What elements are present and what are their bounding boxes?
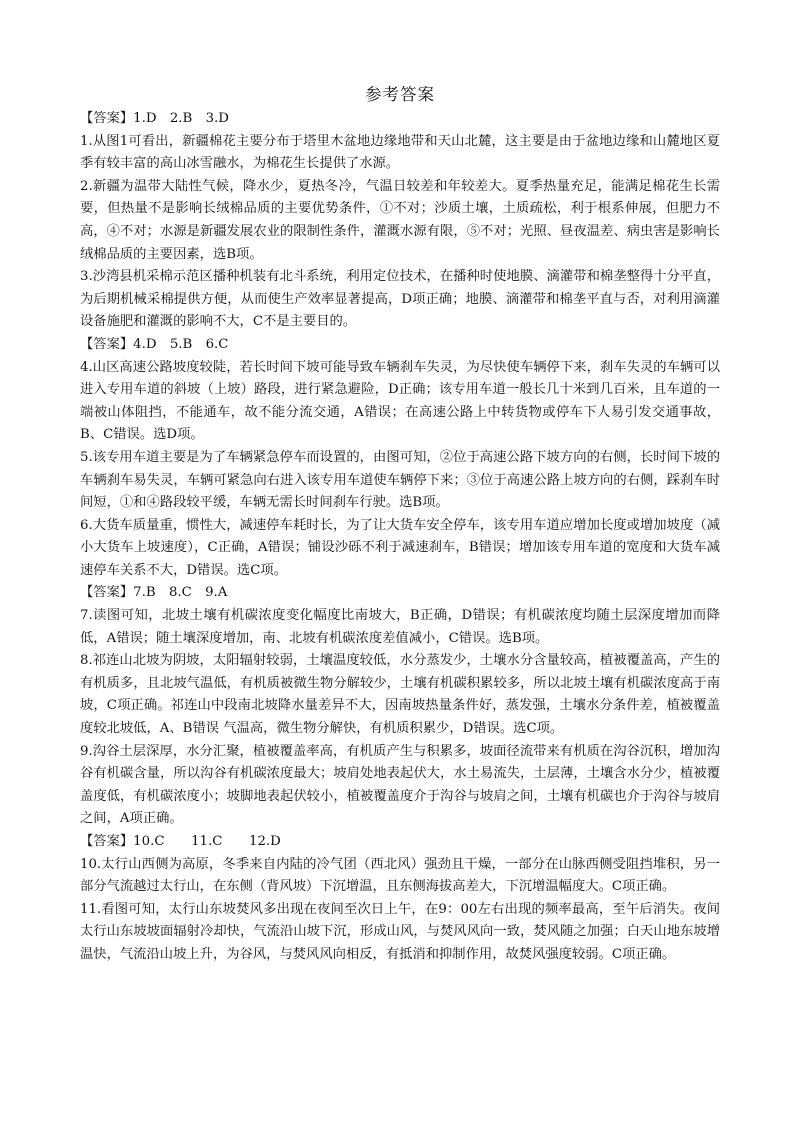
answer-key-line: 【答案】10.C 11.C 12.D xyxy=(80,834,281,849)
explanation-paragraph: 5.该专用车道主要是为了车辆紧急停车而设置的，由图可知，②位于高速公路下坡方向的右侧，长时间下坡的车辆刹车易失灵，车辆可紧急向右进入该专用车道使车辆停下来；③位于高速公路上坡方向的右侧，踩刹车时间短，①和④路段较平缓，车辆无需长时间刹车行驶。选B项。 xyxy=(80,449,720,511)
explanation-paragraph: 8.祁连山北坡为阴坡，太阳辐射较弱，土壤温度较低，水分蒸发少，土壤水分含量较高，植被覆盖高，产生的有机质多，且北坡气温低，有机质被微生物分解较少，土壤有机碳积累较多，所以北坡土壤有机碳浓度高于南坡，C项正确。祁连山中段南北坡降水量差异不大，因南坡热量条件好，蒸发强，土壤水分条件差，植被覆盖度较北坡低，A、B错误 气温高，微生物分解快，有机质积累少，D错误。选C项。 xyxy=(80,653,720,737)
explanation-paragraph: 11.看图可知，太行山东坡焚风多出现在夜间至次日上午，在9：00左右出现的频率最高，至午后消失。夜间太行山东坡坡面辐射冷却快，气流沿山坡下沉，形成山风，与焚风风向一致，焚风随之加强；白天山地东坡增温快，气流沿山坡上升，为谷风，与焚风风向相反，有抵消和抑制作用，故焚风强度较弱。C项正确。 xyxy=(80,901,720,962)
answer-group-1 xyxy=(80,108,720,334)
answer-key-line: 【答案】1.D 2.B 3.D xyxy=(80,111,229,126)
answer-key-line: 【答案】4.D 5.B 6.C xyxy=(80,336,229,352)
explanation-paragraph: 9.沟谷土层深厚，水分汇聚，植被覆盖率高，有机质产生与积累多，坡面径流带来有机质在沟谷沉积，增加沟谷有机碳含量，所以沟谷有机碳浓度最大；坡肩处地表起伏大，水土易流失，土层薄，土壤含水分少，植被覆盖度低，有机碳浓度小；坡脚地表起伏较小，植被覆盖度介于沟谷与坡肩之间，土壤有机碳也介于沟谷与坡肩之间，A项正确。 xyxy=(80,743,720,827)
explanation-paragraph: 2.新疆为温带大陆性气候，降水少，夏热冬冷，气温日较差和年较差大。夏季热量充足，能满足棉花生长需要，但热量不是影响长绒棉品质的主要优势条件，①不对；沙质土壤，土质疏松，利于根系伸展，但肥力不高，④不对；水源是新疆发展农业的限制性条件，灌溉水源有限，⑤不对；光照、昼夜温差、病虫害是影响长绒棉品质的主要因素，选B项。 xyxy=(80,178,720,262)
explanation-paragraph: 3.沙湾县机采棉示范区播种机装有北斗系统，利用定位技术，在播种时使地膜、滴灌带和棉垄整得十分平直，为后期机械采棉提供方便，从而使生产效率显著提高，D项正确；地膜、滴灌带和棉垄平直与否，对利用滴灌设备施肥和灌溉的影响不大，C不是主要目的。 xyxy=(80,269,720,330)
explanation-paragraph: 6.大货车质量重，惯性大，减速停车耗时长，为了让大货车安全停车，该专用车道应增加长度或增加坡度（减小大货车上坡速度），C正确，A错误；铺设沙砾不利于减速刹车，B错误；增加该专用车道的宽度和大货车减速停车关系不大，D错误。选C项。 xyxy=(80,517,720,578)
explanation-paragraph: 1.从图1可看出，新疆棉花主要分布于塔里木盆地边缘地带和天山北麓，这主要是由于盆地边缘和山麓地区夏季有较丰富的高山冰雪融水，为棉花生长提供了水源。 xyxy=(80,133,720,172)
explanation-paragraph: 4.山区高速公路坡度较陡，若长时间下坡可能导致车辆刹车失灵，为尽快使车辆停下来，刹车失灵的车辆可以进入专用车道的斜坡（上坡）路段，进行紧急避险，D正确；该专用车道一般长几十米到几百米，且车道的一端被山体阻挡，不能通车，故不能分流交通，A错误；在高速公路上中转货物或停车下人易引发交通事故，B、C错误。选D项。 xyxy=(80,359,720,443)
answer-group-2 xyxy=(80,334,720,583)
answer-group-4 xyxy=(80,831,720,967)
answer-sheet xyxy=(80,82,720,967)
explanation-paragraph: 7.读图可知，北坡土壤有机碳浓度变化幅度比南坡大，B正确，D错误；有机碳浓度均随土层深度增加而降低，A错误；随土壤深度增加，南、北坡有机碳浓度差值减小，C错误。选B项。 xyxy=(80,608,720,646)
answer-key-line: 【答案】7.B 8.C 9.A xyxy=(80,585,228,601)
page-title: 参考答案 xyxy=(365,85,435,104)
answer-group-3 xyxy=(80,582,720,831)
explanation-paragraph: 10.太行山西侧为高原，冬季来自内陆的冷气团（西北风）强劲且干燥，一部分在山脉西侧受阻挡堆积，另一部分气流越过太行山，在东侧（背风坡）下沉增温，且东侧海拔高差大，下沉增温幅度大。C项正确。 xyxy=(80,856,720,895)
